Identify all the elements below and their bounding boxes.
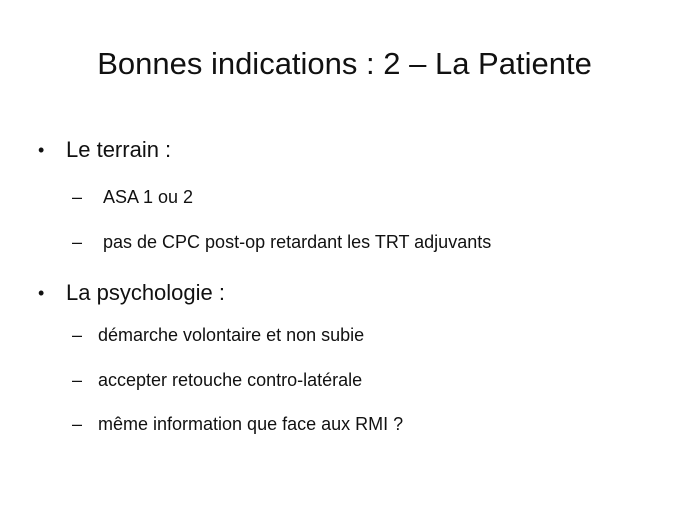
slide-title: Bonnes indications : 2 – La Patiente [97, 46, 592, 81]
bullet-label: La psychologie : [66, 280, 225, 305]
sub-item-text: accepter retouche contro-latérale [98, 370, 363, 390]
sub-item-text: même information que face aux RMI ? [98, 414, 404, 434]
dash-icon: – [72, 187, 83, 207]
dash-icon: – [72, 325, 83, 345]
bullet-terrain [38, 136, 171, 164]
bullet-label: Le terrain : [66, 137, 172, 162]
bullet-dot-icon: • [38, 140, 45, 160]
sub-item [72, 368, 362, 392]
sub-item [72, 230, 491, 254]
dash-icon: – [72, 232, 83, 252]
sub-item [72, 185, 193, 209]
dash-icon: – [72, 370, 83, 390]
sub-item-text: ASA 1 ou 2 [98, 187, 194, 207]
bullet-dot-icon: • [38, 283, 45, 303]
bullet-psychologie [38, 279, 225, 307]
dash-icon: – [72, 414, 83, 434]
sub-item-text: pas de CPC post-op retardant les TRT adjuvants [98, 232, 492, 252]
sub-item [72, 323, 364, 347]
sub-item-text: démarche volontaire et non subie [98, 325, 365, 345]
sub-item [72, 412, 403, 436]
